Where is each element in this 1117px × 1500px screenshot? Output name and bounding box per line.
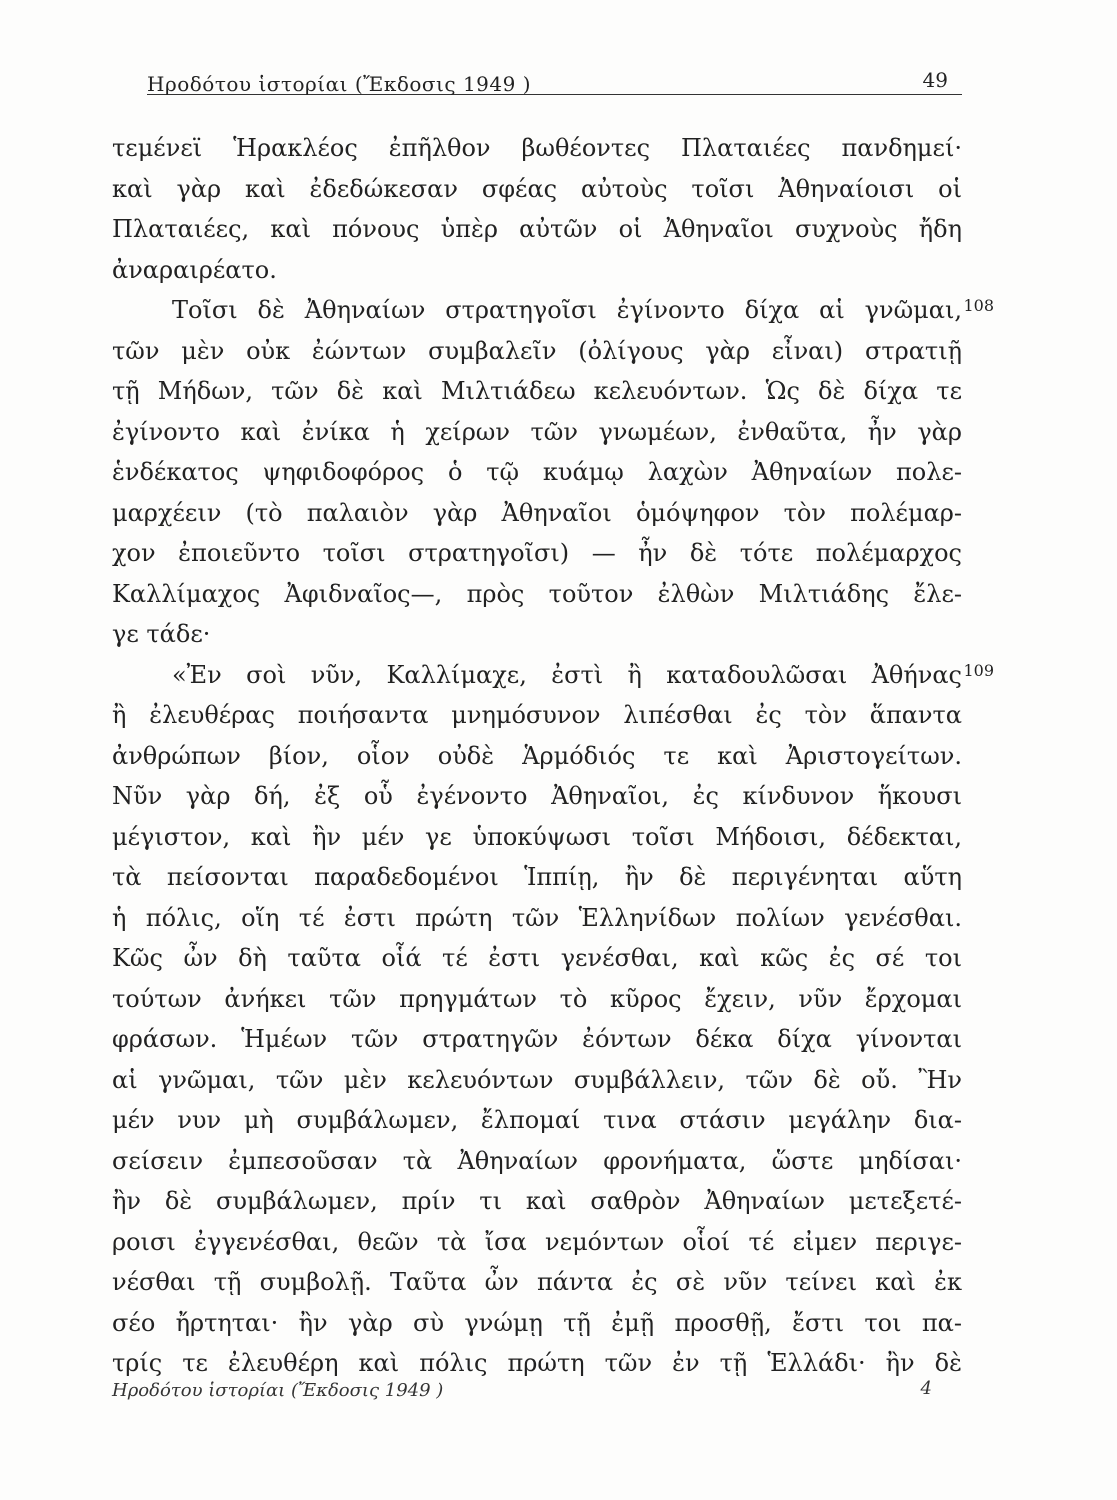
text-line-27: ἢν δὲ συμβάλωμεν, πρίν τι καὶ σαθρὸν Ἀθηναίων μετεξετέ- [112,1187,962,1215]
text-line-28: ροισι ἐγγενέσθαι, θεῶν τὰ ἴσα νεμόντων οἷοί τέ εἰμεν περιγε- [112,1227,962,1256]
text-line-2: καὶ γὰρ καὶ ἐδεδώκεσαν σφέας αὐτοὺς τοῖσι Ἀθηναίοισι οἱ [112,174,962,203]
footer-title: Ηροδότου ἱστορίαι (Ἔκδοσις 1949 ) [112,1380,444,1401]
section-number-108: 108 [963,296,994,315]
text-line-24: αἱ γνῶμαι, τῶν μὲν κελευόντων συμβάλλειν, τῶν δὲ οὔ. Ἢν [112,1065,962,1094]
text-line-8: ἐγίνοντο καὶ ἐνίκα ἡ χείρων τῶν γνωμέων, ἐνθαῦτα, ἦν γὰρ [112,417,962,446]
paragraph-109-start [112,655,994,696]
text-line-6: τῶν μὲν οὐκ ἐώντων συμβαλεῖν (ὀλίγους γὰρ εἶναι) στρατιῇ [112,336,962,365]
text-line-3: Πλαταιέες, καὶ πόνους ὑπὲρ αὐτῶν οἱ Ἀθηναῖοι συχνοὺς ἤδη [112,215,962,243]
body-text [112,128,994,1384]
text-line-5: Τοῖσι δὲ Ἀθηναίων στρατηγοῖσι ἐγίνοντο δίχα αἱ γνῶμαι, [172,296,962,324]
paragraph-108-start [112,290,994,331]
text-line-12: Καλλίμαχος Ἀφιδναῖος—, πρὸς τοῦτον ἐλθὼν Μιλτιάδης ἔλε- [112,579,962,608]
footer [112,1380,932,1410]
text-line-19: τὰ πείσονται παραδεδομένοι Ἱππίῃ, ἢν δὲ περιγένηται αὕτη [112,863,962,891]
text-line-13: γε τάδε· [112,620,211,648]
page-number: 49 [922,68,948,92]
section-number-109: 109 [963,660,994,680]
text-line-22: τούτων ἀνήκει τῶν πρηγμάτων τὸ κῦρος ἔχειν, νῦν ἔρχομαι [112,984,962,1013]
text-line-4: ἀναραιρέατο. [112,255,277,284]
text-line-16: ἀνθρώπων βίον, οἷον οὐδὲ Ἁρμόδιός τε καὶ Ἀριστογείτων. [112,741,962,770]
text-line-20: ἡ πόλις, οἵη τέ ἐστι πρώτη τῶν Ἑλληνίδων πολίων γενέσθαι. [112,903,962,932]
signature-mark: 4 [920,1378,932,1399]
running-header [147,64,962,95]
text-line-15: ἢ ἐλευθέρας ποιήσαντα μνημόσυνον λιπέσθαι ἐς τὸν ἅπαντα [112,701,962,729]
text-line-7: τῇ Μήδων, τῶν δὲ καὶ Μιλτιάδεω κελευόντων. Ὡς δὲ δίχα τε [112,377,962,405]
text-line-21: Κῶς ὦν δὴ ταῦτα οἷά τέ ἐστι γενέσθαι, καὶ κῶς ἐς σέ τοι [112,944,962,972]
text-line-9: ἑνδέκατος ψηφιδοφόρος ὁ τῷ κυάμῳ λαχὼν Ἀθηναίων πολε- [112,458,962,486]
text-line-18: μέγιστον, καὶ ἢν μέν γε ὑποκύψωσι τοῖσι Μήδοισι, δέδεκται, [112,822,962,851]
text-line-17: Νῦν γὰρ δή, ἐξ οὗ ἐγένοντο Ἀθηναῖοι, ἐς κίνδυνον ἥκουσι [112,782,962,810]
text-line-11: χον ἐποιεῦντο τοῖσι στρατηγοῖσι) — ἦν δὲ τότε πολέμαρχος [112,539,962,567]
text-line-30: σέο ἤρτηται· ἢν γὰρ σὺ γνώμῃ τῇ ἐμῇ προσθῇ, ἔστι τοι πα- [112,1308,962,1337]
text-line-1: τεμένεϊ Ἡρακλέος ἐπῆλθον βωθέοντες Πλαταιέες πανδημεί· [112,134,962,162]
text-line-25: μέν νυν μὴ συμβάλωμεν, ἔλπομαί τινα στάσιν μεγάλην δια- [112,1106,962,1134]
text-line-26: σείσειν ἐμπεσοῦσαν τὰ Ἀθηναίων φρονήματα, ὥστε μηδίσαι· [112,1146,962,1175]
text-line-23: φράσων. Ἡμέων τῶν στρατηγῶν ἐόντων δέκα δίχα γίνονται [112,1025,962,1053]
text-line-31: τρίς τε ἐλευθέρη καὶ πόλις πρώτη τῶν ἐν τῇ Ἑλλάδι· ἢν δὲ [112,1349,962,1377]
text-line-14: «Ἐν σοὶ νῦν, Καλλίμαχε, ἐστὶ ἢ καταδουλῶσαι Ἀθήνας [172,660,962,689]
header-title: Ηροδότου ἱστορίαι (Ἔκδοσις 1949 ) [147,72,532,96]
text-line-10: μαρχέειν (τὸ παλαιὸν γὰρ Ἀθηναῖοι ὁμόψηφον τὸν πολέμαρ- [112,498,962,527]
text-line-29: νέσθαι τῇ συμβολῇ. Ταῦτα ὦν πάντα ἐς σὲ νῦν τείνει καὶ ἐκ [112,1268,962,1296]
